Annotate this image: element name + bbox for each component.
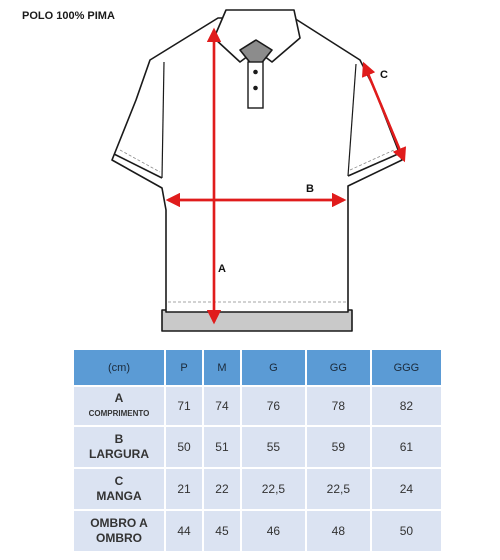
table-cell: 50 [372, 511, 441, 551]
table-cell: 71 [166, 387, 202, 425]
table-cell: 22,5 [242, 469, 305, 509]
size-header: P [166, 350, 202, 385]
table-cell: 74 [204, 387, 240, 425]
row-label [74, 469, 164, 509]
table-cell: 78 [307, 387, 370, 425]
size-table [72, 348, 443, 553]
row-label-name: OMBRO [96, 531, 142, 545]
table-row [74, 469, 441, 509]
table-cell: 24 [372, 469, 441, 509]
size-header: M [204, 350, 240, 385]
table-cell: 45 [204, 511, 240, 551]
row-label-code: A [114, 391, 124, 405]
table-cell: 22 [204, 469, 240, 509]
row-label-name: LARGURA [89, 447, 149, 461]
table-cell: 55 [242, 427, 305, 467]
table-cell: 46 [242, 511, 305, 551]
row-label-code: OMBRO A [90, 516, 148, 530]
measure-c-label: C [380, 69, 388, 81]
page-title: POLO 100% PIMA [22, 10, 115, 22]
table-cell: 76 [242, 387, 305, 425]
table-cell: 59 [307, 427, 370, 467]
table-cell: 61 [372, 427, 441, 467]
row-label-name: COMPRIMENTO [88, 409, 150, 418]
table-cell: 82 [372, 387, 441, 425]
measure-b-label: B [306, 183, 314, 195]
placket [248, 62, 263, 108]
size-header: G [242, 350, 305, 385]
table-cell: 22,5 [307, 469, 370, 509]
table-cell: 48 [307, 511, 370, 551]
size-header: GGG [372, 350, 441, 385]
row-label-code: B [114, 432, 124, 446]
row-label [74, 511, 164, 551]
row-label-name: MANGA [96, 489, 142, 503]
table-cell: 51 [204, 427, 240, 467]
table-cell: 44 [166, 511, 202, 551]
table-cell: 21 [166, 469, 202, 509]
measure-a-label: A [218, 263, 226, 275]
table-row [74, 427, 441, 467]
table-row [74, 387, 441, 425]
size-table-header [74, 350, 441, 385]
table-cell: 50 [166, 427, 202, 467]
unit-header: (cm) [74, 350, 164, 385]
row-label-code: C [114, 474, 124, 488]
row-label [74, 427, 164, 467]
row-label [74, 387, 164, 425]
table-row [74, 511, 441, 551]
size-header: GG [307, 350, 370, 385]
